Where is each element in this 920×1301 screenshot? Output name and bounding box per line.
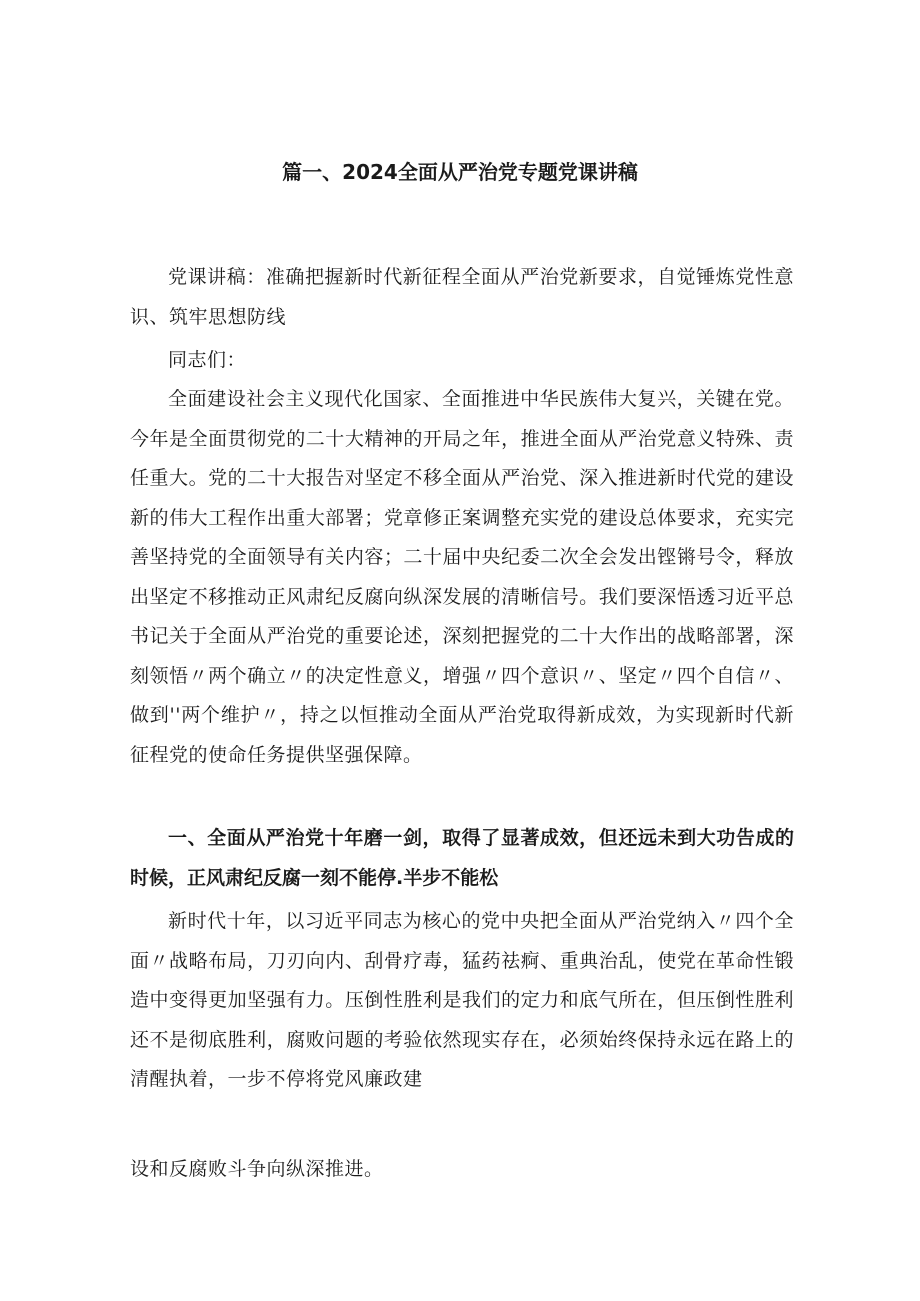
subtitle-paragraph: 党课讲稿：准确把握新时代新征程全面从严治党新要求，自觉锤炼党性意识、筑牢思想防线	[130, 266, 794, 328]
continued-paragraph: 设和反腐败斗争向纵深推进。	[130, 1158, 384, 1180]
intro-paragraph: 全面建设社会主义现代化国家、全面推进中华民族伟大复兴，关键在党。今年是全面贯彻党的二十大精神的开局之年，推进全面从严治党意义特殊、责任重大。党的二十大报告对坚定不移全面从严治党、深入推进新时代党的建设新的伟大工程作出重大部署；党章修正案调整充实党的建设总体要求，充实完善坚持党的全面领导有关内容；二十届中央纪委二次全会发出铿锵号令，释放出坚定不移推动正风肃纪反腐向纵深发展的清晰信号。我们要深悟透习近平总书记关于全面从严治党的重要论述，深刻把握党的二十大作出的战略部署，深刻领悟〃两个确立〃的决定性意义，增强〃四个意识〃、坚定〃四个自信〃、做到''两个维护〃，持之以恒推动全面从严治党取得新成效，为实现新时代新征程党的使命任务提供坚强保障。	[130, 388, 794, 766]
section-paragraph: 新时代十年，以习近平同志为核心的党中央把全面从严治党纳入〃四个全面〃战略布局，刀刃向内、刮骨疗毒，猛药祛痾、重典治乱，使党在革命性锻造中变得更加坚强有力。压倒性胜利是我们的定力和底气所在，但压倒性胜利还不是彻底胜利，腐败问题的考验依然现实存在，必须始终保持永远在路上的清醒执着，一步不停将党风廉政建	[130, 910, 794, 1090]
document-title: 篇一、2024全面从严治党专题党课讲稿	[282, 160, 638, 184]
salutation: 同志们：	[168, 349, 247, 371]
section-heading: 一、全面从严治党十年磨一剑，取得了显著成效，但还远未到大功告成的时候，正风肃纪反腐一刻不能停.半步不能松	[130, 827, 794, 889]
